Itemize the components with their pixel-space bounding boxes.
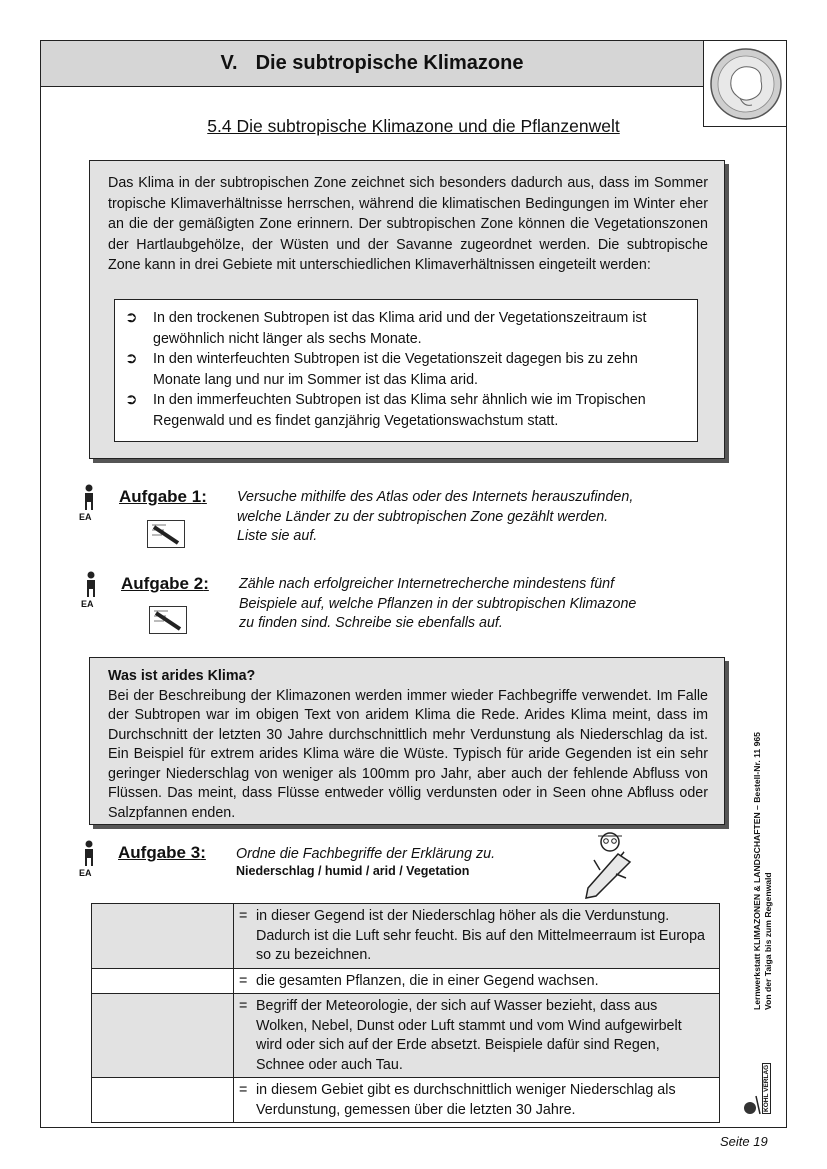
definition-cell: = in diesem Gebiet gibt es durchschnittlich weniger Niederschlag als Verdunstung, gemessen über die letzten 30 Jahre. (234, 1078, 720, 1123)
section-subtitle: 5.4 Die subtropische Klimazone und die Pflanzenwelt (207, 116, 620, 136)
intro-box (89, 160, 725, 459)
arrow-icon: ➲ (125, 350, 138, 367)
publisher-logo-icon (742, 1090, 762, 1116)
globe-icon-box (703, 40, 787, 127)
writing-icon (147, 520, 185, 548)
task-1-text: Versuche mithilfe des Atlas oder des Internets herauszufinden, welche Länder zu der subtropischen Zone gezählt werden. Liste sie auf. (237, 489, 634, 544)
answer-cell[interactable] (92, 904, 234, 969)
globe-icon (704, 41, 788, 128)
answer-cell[interactable] (92, 994, 234, 1078)
person-icon: EA (81, 840, 103, 882)
chapter-title: Die subtropische Klimazone (255, 52, 524, 74)
definitions-table (91, 903, 720, 1123)
table-row (92, 1078, 720, 1123)
side-credit: Lernwerkstatt KLIMAZONEN & LANDSCHAFTEN – Bestell-Nr. 11 965 Von der Taiga bis zum Regenwald (752, 732, 773, 1010)
intro-paragraph: Das Klima in der subtropischen Zone zeichnet sich besonders dadurch aus, dass im Sommer tropische Klimaverhältnisse herrschen, während die klimatischen Bedingungen im Winter eher an die der gemäßigten Zone erinnern. Der subtropischen Zone können die Vegetationszonen der Hartlaubgehölze, der Wüsten und der Savanne zugeordnet werden. Die subtropische Zone kann in drei Gebiete mit unterschiedlichen Klimaverhältnissen eingeteilt werden: (108, 175, 708, 273)
task-2-title: Aufgabe 2: (121, 574, 209, 593)
subtropics-list (114, 299, 698, 442)
chapter-number: V. (220, 52, 238, 74)
table-row (92, 968, 720, 994)
task-3-text: Ordne die Fachbegriffe der Erklärung zu. (236, 846, 496, 862)
definition-cell: = Begriff der Meteorologie, der sich auf Wasser bezieht, dass aus Wolken, Nebel, Dunst oder Luft stammt und vom Wind aufgewirbelt wird oder sich auf der Erde absetzt. Beispiele dafür sind Regen, Schnee oder auch Tau. (234, 994, 720, 1078)
info-box (89, 657, 725, 825)
info-body: Bei der Beschreibung der Klimazonen werden immer wieder Fachbegriffe verwendet. Im Falle der Subtropen war im obigen Text von aridem Klima die Rede. Arides Klima meint, dass im Durchschnitt der letzten 30 Jahre durchschnittlich mehr Verdunstung als Niederschlag da ist. Ein Beispiel für extrem arides Klima wäre die Wüste. Typisch für aride Gegenden ist ein sehr geringer Niederschlag von weniger als 100mm pro Jahr, aber auch der fehlende Abfluss von Flüssen. Das meint, dass Flüsse entweder völlig verdunsten oder in Seen ohne Abfluss oder Salzpfannen enden. (108, 687, 708, 821)
page-number: Seite 19 (720, 1134, 768, 1149)
writing-icon (149, 606, 187, 634)
person-icon: EA (81, 484, 103, 526)
answer-cell[interactable] (92, 1078, 234, 1123)
pencil-figure-icon (578, 830, 640, 900)
info-heading: Was ist arides Klima? (108, 668, 256, 684)
list-item: ➲ In den winterfeuchten Subtropen ist die Vegetationszeit dagegen bis zu zehn Monate lang und nur im Sommer ist das Klima arid. (125, 349, 687, 390)
list-item: ➲ In den immerfeuchten Subtropen ist das Klima sehr ähnlich wie im Tropischen Regenwald und es findet ganzjährig Vegetationswachstum statt. (125, 390, 687, 431)
table-row (92, 904, 720, 969)
arrow-icon: ➲ (125, 391, 138, 408)
task-2-text: Zähle nach erfolgreicher Internetrecherche mindestens fünf Beispiele auf, welche Pflanzen in der subtropischen Klimazone zu finden sind. Schreibe sie ebenfalls auf. (239, 576, 637, 631)
task-1-title: Aufgabe 1: (119, 487, 207, 506)
table-row (92, 994, 720, 1078)
definition-cell: = in dieser Gegend ist der Niederschlag höher als die Verdunstung. Dadurch ist die Luft sehr feucht. Bis auf den Mittelmeerraum ist Europa so zu bezeichnen. (234, 904, 720, 969)
answer-cell[interactable] (92, 968, 234, 994)
definition-cell: = die gesamten Pflanzen, die in einer Gegend wachsen. (234, 968, 720, 994)
task-3-title: Aufgabe 3: (118, 843, 206, 862)
chapter-header (40, 40, 704, 87)
term-list: Niederschlag / humid / arid / Vegetation (236, 864, 470, 878)
list-item: ➲ In den trockenen Subtropen ist das Klima arid und der Vegetationszeitraum ist gewöhnlich nicht länger als sechs Monate. (125, 308, 687, 349)
publisher-logo: KOHL VERLAG (742, 1090, 762, 1121)
arrow-icon: ➲ (125, 309, 138, 326)
person-icon: EA (83, 571, 105, 613)
